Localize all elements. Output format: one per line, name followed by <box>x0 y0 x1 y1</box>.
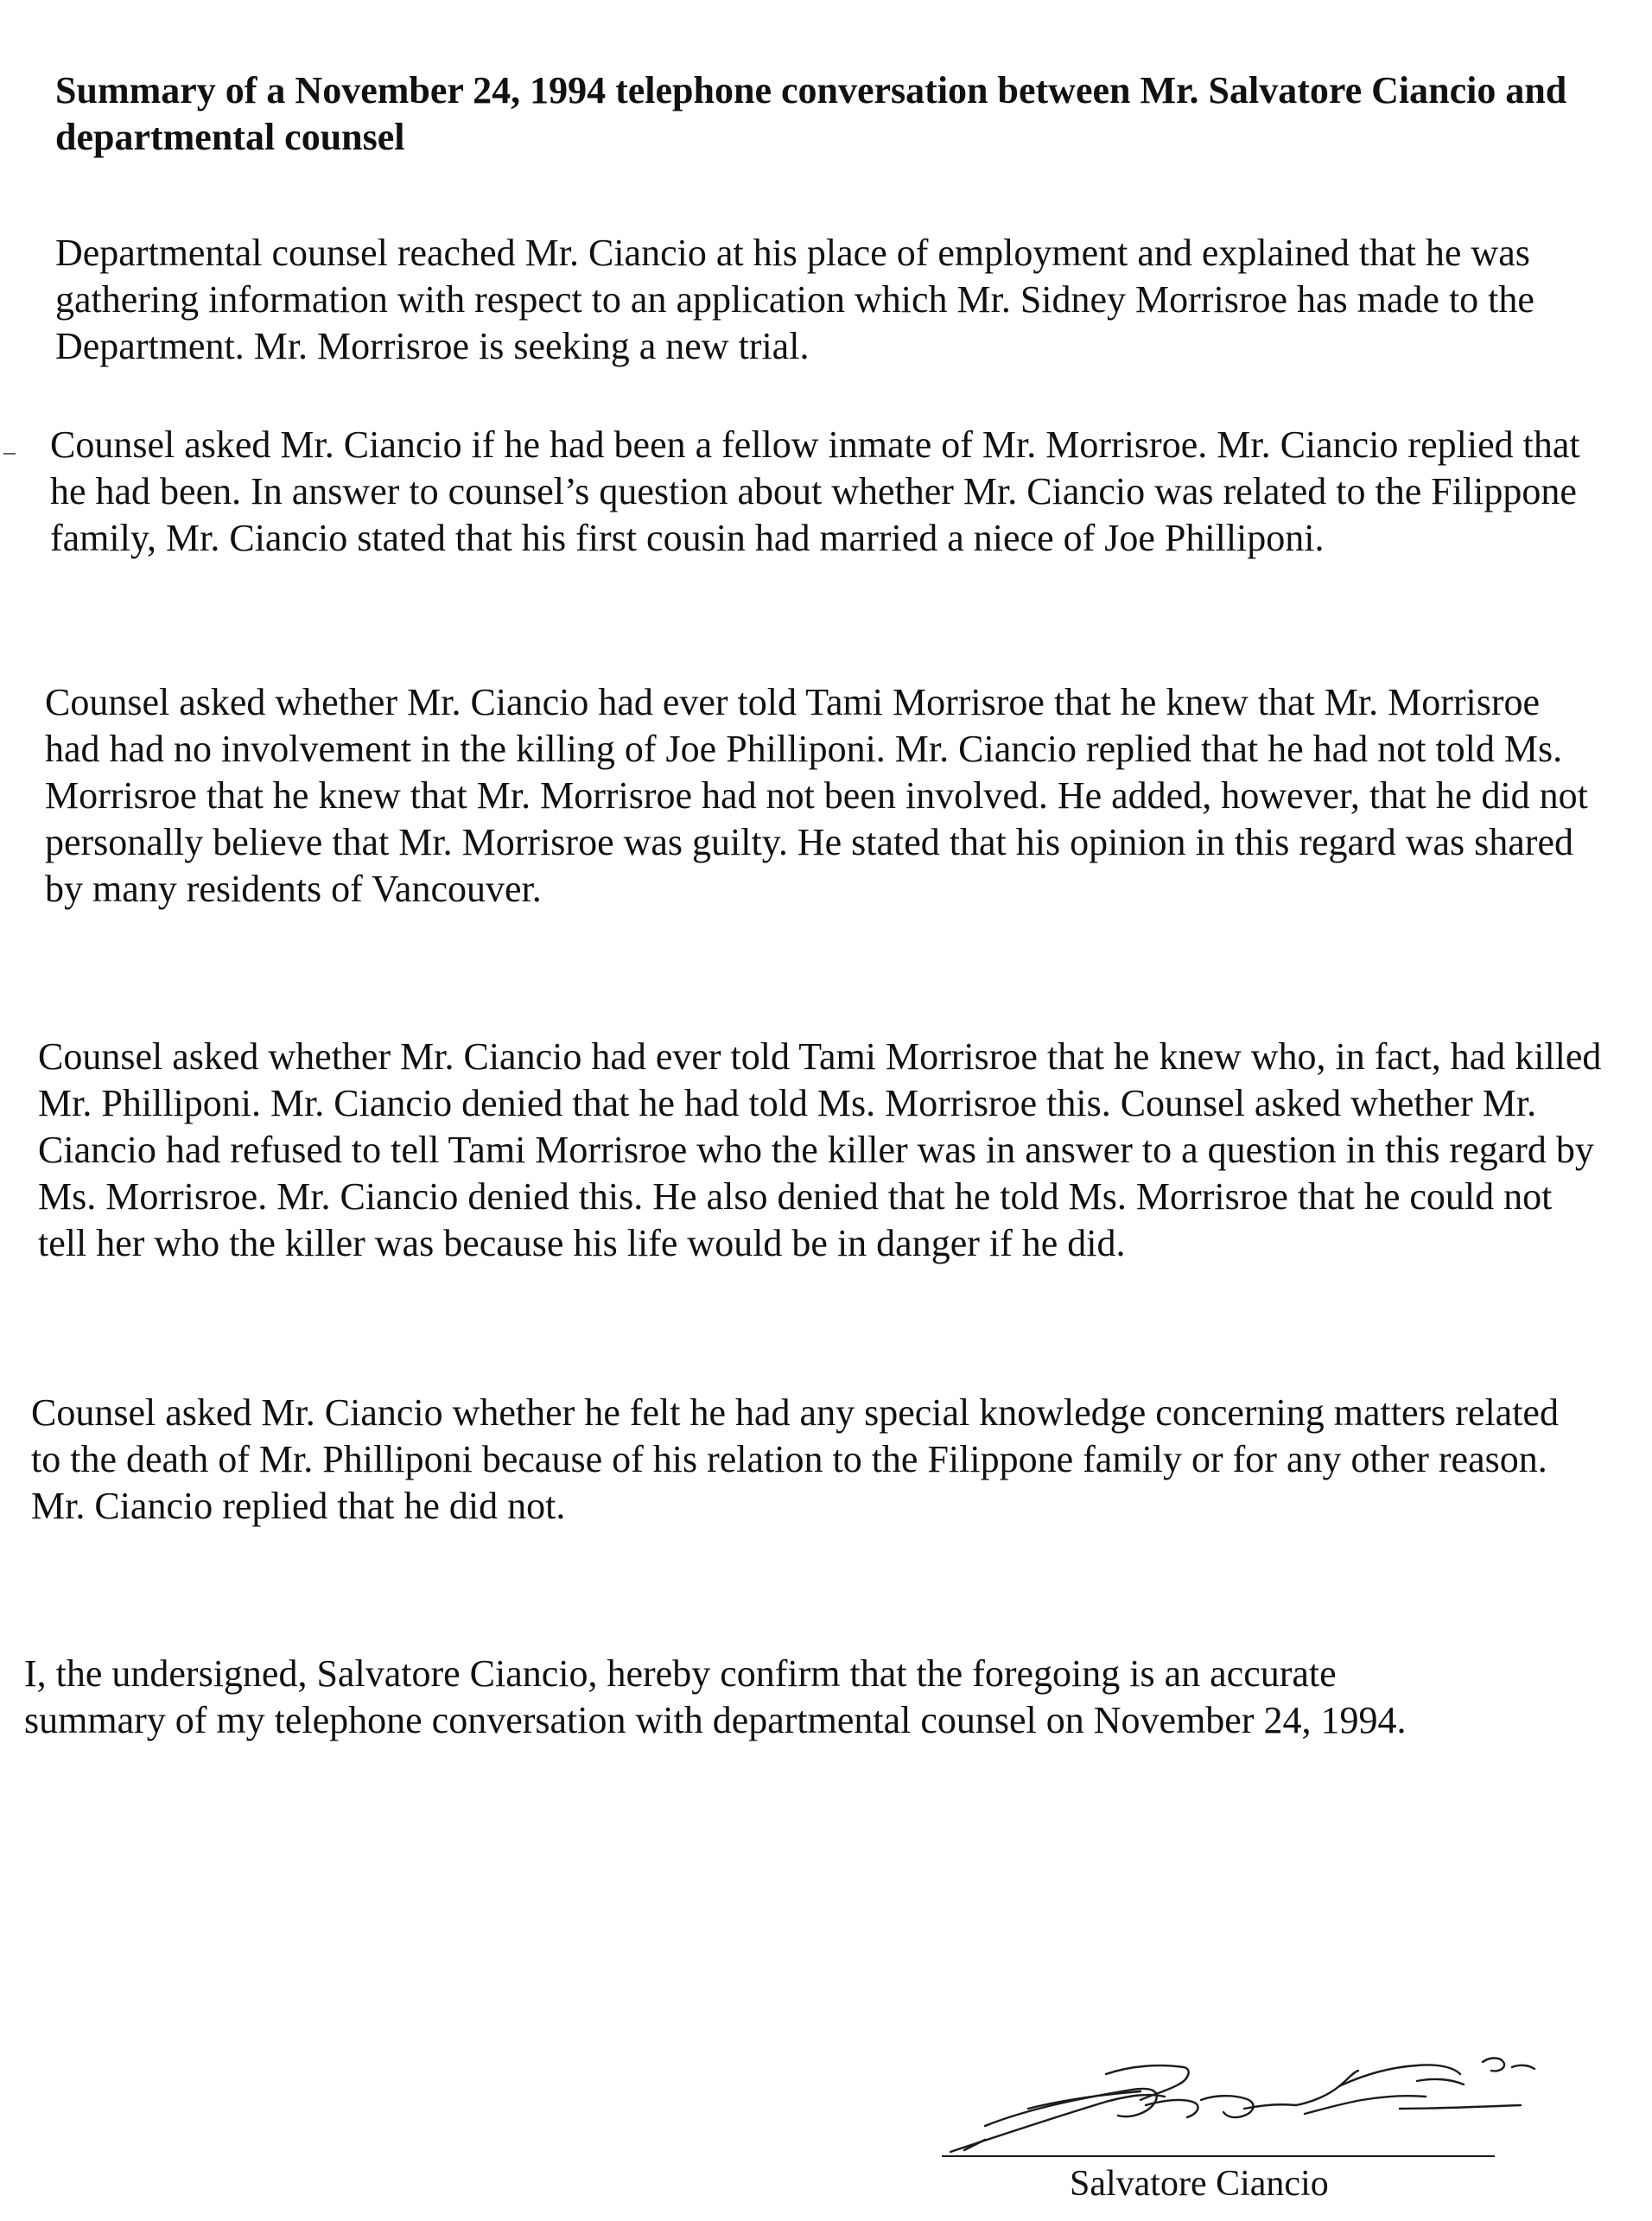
paragraph-1: Departmental counsel reached Mr. Ciancio at his place of employment and explained that he was gathering information with respect to an application which Mr. Sidney Morrisroe has made to the Department. Mr. Morrisroe is seeking a new trial. <box>55 232 1534 367</box>
paragraph-3: Counsel asked whether Mr. Ciancio had ever told Tami Morrisroe that he knew that Mr. Morrisroe had had no involvement in the killing of Joe Philliponi. Mr. Ciancio replied that he had not told Ms. Morrisroe that he knew that Mr. Morrisroe had not been involved. He added, however, that he did not personally believe that Mr. Morrisroe was guilty. He stated that his opinion in this regard was shared by many residents of Vancouver. <box>45 681 1588 910</box>
margin-mark <box>3 453 16 455</box>
document-title: Summary of a November 24, 1994 telephone conversation between Mr. Salvatore Ciancio and departmental counsel <box>55 69 1567 158</box>
paragraph-5: Counsel asked Mr. Ciancio whether he felt he had any special knowledge concerning matters related to the death of Mr. Philliponi because of his relation to the Filippone family or for any other reason. Mr. Ciancio replied that he did not. <box>31 1391 1559 1527</box>
confirmation-statement: I, the undersigned, Salvatore Ciancio, hereby confirm that the foregoing is an accurate summary of my telephone conversation with departmental counsel on November 24, 1994. <box>24 1652 1407 1741</box>
handwritten-signature <box>933 2022 1590 2161</box>
signature-line <box>942 2155 1495 2157</box>
paragraph-2: Counsel asked Mr. Ciancio if he had been a fellow inmate of Mr. Morrisroe. Mr. Ciancio replied that he had been. In answer to counsel’s question about whether Mr. Ciancio was related to the Filippone family, Mr. Ciancio stated that his first cousin had married a niece of Joe Philliponi. <box>50 423 1580 559</box>
signatory-name: Salvatore Ciancio <box>1070 2164 1329 2204</box>
paragraph-4: Counsel asked whether Mr. Ciancio had ever told Tami Morrisroe that he knew who, in fact, had killed Mr. Philliponi. Mr. Ciancio denied that he had told Ms. Morrisroe this. Counsel asked whether Mr. Ciancio had refused to tell Tami Morrisroe who the killer was in answer to a question in this regard by Ms. Morrisroe. Mr. Ciancio denied this. He also denied that he told Ms. Morrisroe that he could not tell her who the killer was because his life would be in danger if he did. <box>38 1035 1602 1264</box>
signature-block <box>933 2022 1590 2212</box>
